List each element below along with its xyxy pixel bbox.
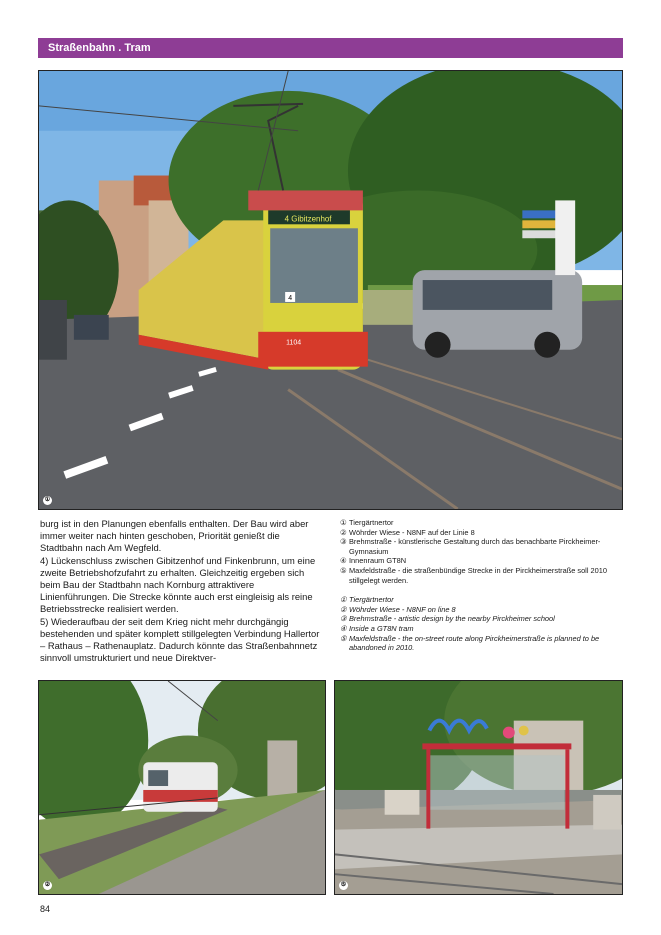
tram-street-scene (39, 71, 622, 509)
captions-german (340, 518, 625, 585)
caption-item: ④ Inside a GT8N tram (340, 623, 414, 633)
tram-destination-sign: 4 Gibitzenhof (284, 214, 332, 224)
photo-captions (340, 518, 625, 653)
body-paragraph: 5) Wiederaufbau der seit dem Krieg nicht mehr durchgängig bestehenden und später komplett stillgelegten Verbindung Hallertor – Rathaus – Rathenauplatz. Dadurch könnte das Straßenbahnnetz sinnvoll umstrukturiert und neue Direktver- (40, 615, 320, 664)
caption-item: ② Wöhrder Wiese - N8NF auf der Linie 8 (340, 527, 475, 537)
tram-fleet-number: 1104 (286, 339, 302, 347)
caption-item: ④ Innenraum GT8N (340, 556, 407, 566)
bottom-left-photo (38, 680, 326, 895)
photo-number-badge: ② (44, 882, 51, 888)
page-number: 84 (40, 904, 51, 914)
tram-route-number: 4 (288, 294, 293, 302)
body-paragraph: 4) Lückenschluss zwischen Gibitzenhof und Finkenbrunn, um eine zweite Betriebshofzufahrt zu erhalten. Gleichzeitig ergeben sich beim Bau der Stadtbahn nach Kornburg attraktivere Linienführungen. Die Strecke könnte auch erst eingleisig als reine Betriebsstrecke realisiert werden. (40, 554, 316, 615)
body-paragraph: burg ist in den Planungen ebenfalls enthalten. Der Bau wird aber immer weiter nach hinten geschoben, Priorität genießt die Stadtbahn nach Am Wegfeld. (40, 518, 309, 554)
photo-number-badge: ① (44, 497, 51, 503)
tram-stop-shelter-scene (335, 681, 622, 894)
caption-item: ⑤ Maxfeldstraße - the on-street route along Pirckheimerstraße is planned to be abandoned in 2010. (340, 633, 600, 653)
caption-item: ① Tiergärtnertor (340, 595, 394, 605)
section-title: Straßenbahn . Tram (48, 42, 151, 54)
photo-number-badge: ⑤ (340, 882, 347, 888)
section-header (38, 38, 623, 58)
caption-item: ② Wöhrder Wiese - N8NF on line 8 (340, 604, 456, 614)
captions-english (340, 595, 625, 653)
caption-item: ③ Brehmstraße - künstlerische Gestaltung durch das benachbarte Pirckheimer-Gymnasium (340, 537, 601, 556)
caption-item: ③ Brehmstraße - artistic design by the nearby Pirckheimer school (340, 614, 555, 624)
body-text (40, 518, 325, 664)
caption-item: ⑤ Maxfeldstraße - die straßenbündige Strecke in der Pirckheimerstraße soll 2010 stillgelegt werden. (340, 565, 607, 585)
caption-item: ① Tiergärtnertor (340, 518, 394, 527)
bottom-right-photo (334, 680, 623, 895)
main-photo (38, 70, 623, 510)
tram-by-park-scene (39, 681, 325, 894)
